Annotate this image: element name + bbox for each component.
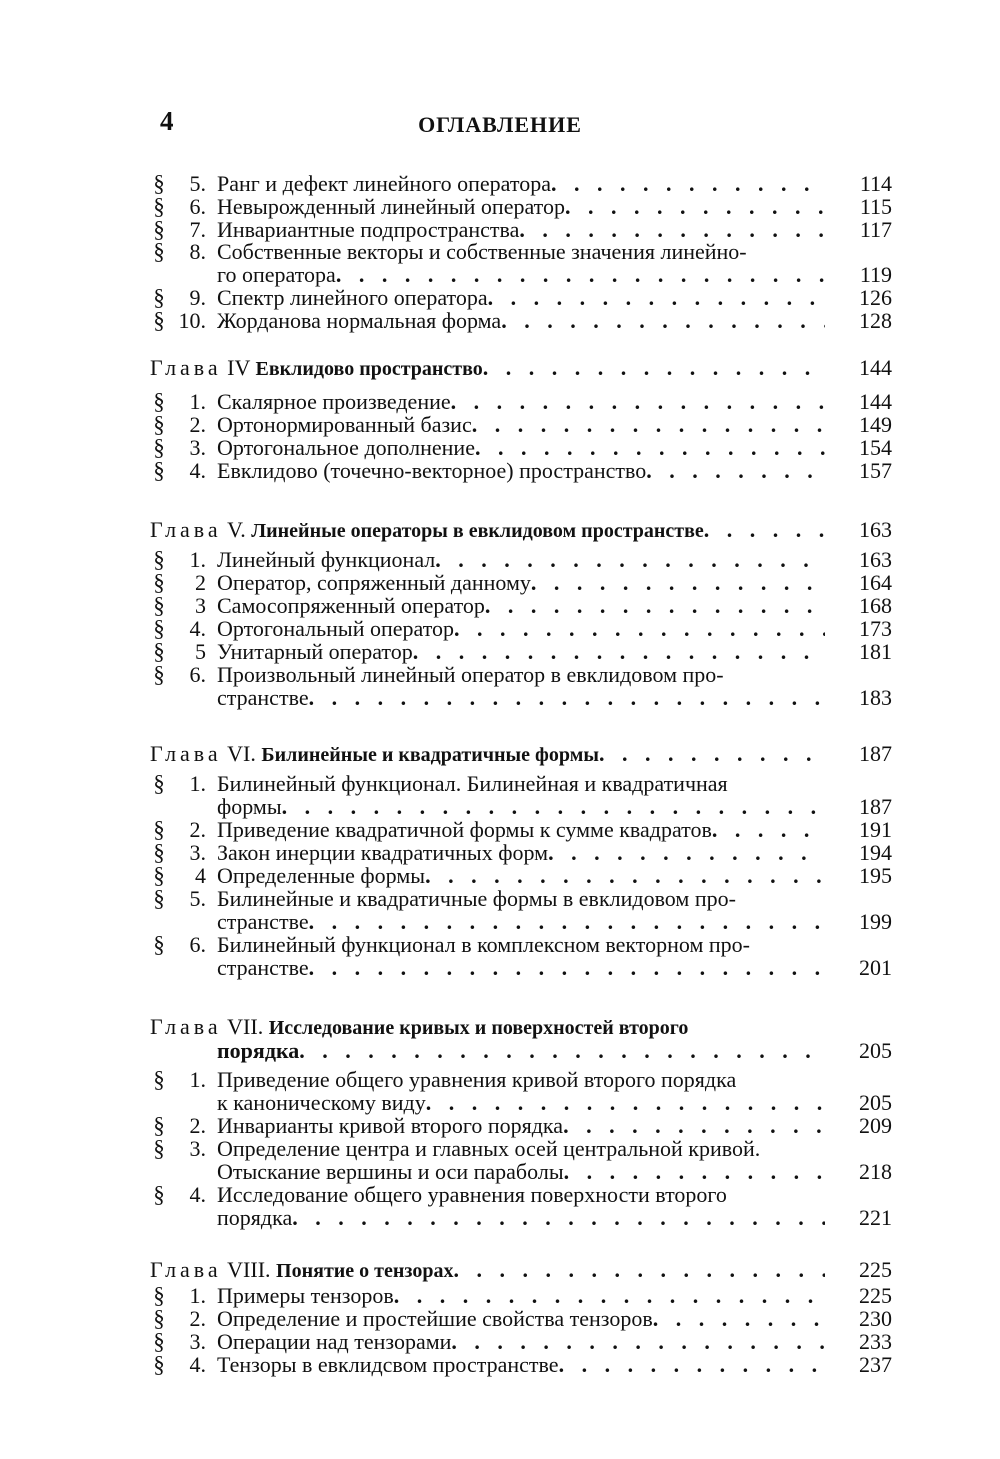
- dot-leader: [501, 308, 825, 334]
- section-title: Самосопряженный оператор: [217, 593, 485, 618]
- dot-leader: [646, 458, 825, 484]
- section-title: Билинейный функционал. Билинейная и квадратичная: [217, 771, 728, 796]
- section-title-continued: странстве: [217, 955, 309, 980]
- section-title: Оператор, сопряженный данному: [217, 570, 531, 595]
- section-title: Примеры тензоров: [217, 1283, 394, 1308]
- chapter-title-continued: порядка: [217, 1038, 300, 1063]
- section-title: Ортогональный оператор: [217, 616, 455, 641]
- dot-leader: [292, 1205, 825, 1231]
- section-number: 1.: [189, 389, 206, 414]
- section-title: Исследование общего уравнения поверхности второго: [217, 1182, 727, 1207]
- section-title-continued-line: [217, 955, 825, 981]
- section-number: 2.: [189, 1306, 206, 1331]
- section-mark: §: [153, 285, 165, 310]
- section-page: 154: [859, 435, 892, 460]
- section-page: 114: [859, 171, 892, 196]
- section-title: Линейный функционал: [217, 547, 436, 572]
- section-number: 1.: [189, 771, 206, 796]
- chapter-number: VI.: [221, 741, 262, 766]
- section-number: 4.: [189, 1352, 206, 1377]
- section-title: Скалярное произведение: [217, 389, 451, 414]
- section-title: Приведение общего уравнения кривой второго порядка: [217, 1067, 737, 1092]
- section-mark: §: [153, 547, 165, 572]
- section-number: 9.: [189, 285, 206, 310]
- section-page: 195: [859, 863, 892, 888]
- section-mark: §: [153, 817, 165, 842]
- section-page: 209: [859, 1113, 892, 1138]
- section-mark: §: [153, 458, 165, 483]
- chapter-word: Глава: [150, 517, 222, 542]
- section-mark: §: [153, 616, 165, 641]
- chapter-heading: [150, 355, 825, 381]
- section-number: 1.: [189, 1067, 206, 1092]
- section-mark: §: [153, 1329, 165, 1354]
- section-mark: §: [153, 1136, 165, 1161]
- section-title: Невырожденный линейный оператор: [217, 194, 565, 219]
- section-number: 2.: [189, 412, 206, 437]
- section-page: 233: [859, 1329, 892, 1354]
- section-title-line: [217, 458, 825, 484]
- chapter-page: 225: [859, 1257, 892, 1282]
- section-mark: §: [153, 1182, 165, 1207]
- dot-leader: [309, 955, 825, 981]
- section-number: 3.: [189, 1329, 206, 1354]
- section-title-continued: к каноническому виду: [217, 1090, 426, 1115]
- section-mark: §: [153, 771, 165, 796]
- section-title-continued: формы: [217, 794, 282, 819]
- section-page: 128: [859, 308, 892, 333]
- section-title: Ортонормированный базис: [217, 412, 472, 437]
- section-number: 4.: [189, 616, 206, 641]
- chapter-heading: [150, 517, 825, 543]
- section-page: 126: [859, 285, 892, 310]
- chapter-title: Билинейные и квадратичные формы: [261, 744, 599, 766]
- section-mark: §: [153, 389, 165, 414]
- page-number: 4: [160, 106, 174, 136]
- dot-leader: [483, 355, 825, 381]
- section-page: 183: [859, 685, 892, 710]
- section-mark: §: [153, 1067, 165, 1092]
- chapter-number: V.: [221, 517, 252, 542]
- dot-leader: [704, 517, 825, 543]
- section-title: Спектр линейного оператора: [217, 285, 488, 310]
- section-mark: §: [153, 593, 165, 618]
- section-title: Определенные формы: [217, 863, 426, 888]
- section-number: 3.: [189, 1136, 206, 1161]
- section-mark: §: [153, 840, 165, 865]
- section-page: 163: [859, 547, 892, 572]
- section-page: 187: [859, 794, 892, 819]
- section-title: Тензоры в евклидсвом пространстве: [217, 1352, 559, 1377]
- section-page: 181: [859, 639, 892, 664]
- section-page: 201: [859, 955, 892, 980]
- section-title-continued: странстве: [217, 909, 309, 934]
- section-mark: §: [153, 194, 165, 219]
- section-title: Определение центра и главных осей центральной кривой.: [217, 1136, 761, 1161]
- section-mark: §: [153, 1283, 165, 1308]
- section-page: 168: [859, 593, 892, 618]
- chapter-title-continued-line: [217, 1038, 825, 1064]
- section-title-continued-line: [217, 685, 825, 711]
- section-page: 144: [859, 389, 892, 414]
- dot-leader: [453, 1257, 825, 1283]
- section-title-continued-line: [217, 1205, 825, 1231]
- section-mark: §: [153, 412, 165, 437]
- section-number: 5.: [189, 886, 206, 911]
- running-title: ОГЛАВЛЕНИЕ: [418, 112, 582, 137]
- section-number: 3.: [189, 840, 206, 865]
- section-mark: §: [153, 570, 165, 595]
- section-mark: §: [153, 308, 165, 333]
- section-title-continued: Отыскание вершины и оси параболы: [217, 1159, 564, 1184]
- section-number: 5.: [189, 171, 206, 196]
- section-title-line: [217, 308, 825, 334]
- section-page: 117: [859, 217, 892, 242]
- chapter-number: IV: [221, 355, 256, 380]
- dot-leader: [559, 1352, 825, 1378]
- section-number: 5: [195, 639, 206, 664]
- section-page: 149: [859, 412, 892, 437]
- chapter-word: Глава: [150, 1014, 222, 1039]
- section-number: 4.: [189, 1182, 206, 1207]
- section-title: Инвариантные подпространства: [217, 217, 520, 242]
- chapter-heading: [150, 1014, 825, 1040]
- section-number: 1.: [189, 547, 206, 572]
- section-page: 164: [859, 570, 892, 595]
- section-title: Приведение квадратичной формы к сумме квадратов: [217, 817, 712, 842]
- section-mark: §: [153, 1352, 165, 1377]
- section-number: 4: [195, 863, 206, 888]
- dot-leader: [299, 1038, 825, 1064]
- section-number: 3: [195, 593, 206, 618]
- section-title: Евклидово (точечно-векторное) пространство: [217, 458, 647, 483]
- chapter-number: VII.: [221, 1014, 269, 1039]
- section-number: 2.: [189, 1113, 206, 1138]
- section-number: 6.: [189, 662, 206, 687]
- section-number: 4.: [189, 458, 206, 483]
- section-mark: §: [153, 171, 165, 196]
- section-mark: §: [153, 1306, 165, 1331]
- page-header: [0, 106, 1000, 142]
- section-mark: §: [153, 1113, 165, 1138]
- section-title-line: [217, 1352, 825, 1378]
- section-title: Билинейные и квадратичные формы в евклидовом про-: [217, 886, 736, 911]
- chapter-page: 144: [859, 355, 892, 380]
- section-number: 2: [195, 570, 206, 595]
- section-number: 7.: [189, 217, 206, 242]
- section-title: Закон инерции квадратичных форм: [217, 840, 549, 865]
- chapter-number: VIII.: [221, 1257, 277, 1282]
- dot-leader: [599, 741, 825, 767]
- section-title: Унитарный оператор: [217, 639, 413, 664]
- section-number: 10.: [178, 308, 206, 333]
- section-page: 115: [859, 194, 892, 219]
- chapter-title: Евклидово пространство: [255, 358, 483, 380]
- section-title: Билинейный функционал в комплексном векторном про-: [217, 932, 751, 957]
- section-title-continued: го оператора: [217, 262, 336, 287]
- section-title: Собственные векторы и собственные значения линейно-: [217, 239, 747, 264]
- chapter-title: Исследование кривых и поверхностей второго: [268, 1017, 689, 1039]
- chapter-page: 163: [859, 517, 892, 542]
- chapter-page: 187: [859, 741, 892, 766]
- section-title: Жорданова нормальная форма: [217, 308, 502, 333]
- section-page: 205: [859, 1090, 892, 1115]
- section-page: 218: [859, 1159, 892, 1184]
- section-number: 8.: [189, 239, 206, 264]
- section-title: Определение и простейшие свойства тензоров: [217, 1306, 653, 1331]
- section-mark: §: [153, 639, 165, 664]
- chapter-page: 205: [859, 1038, 892, 1063]
- section-page: 194: [859, 840, 892, 865]
- section-number: 6.: [189, 932, 206, 957]
- section-number: 2.: [189, 817, 206, 842]
- section-title: Ортогональное дополнение: [217, 435, 475, 460]
- section-mark: §: [153, 662, 165, 687]
- section-number: 6.: [189, 194, 206, 219]
- chapter-heading: [150, 1257, 825, 1283]
- section-page: 221: [859, 1205, 892, 1230]
- section-page: 191: [859, 817, 892, 842]
- section-number: 1.: [189, 1283, 206, 1308]
- section-page: 199: [859, 909, 892, 934]
- chapter-word: Глава: [150, 355, 222, 380]
- chapter-word: Глава: [150, 1257, 222, 1282]
- section-mark: §: [153, 435, 165, 460]
- section-title-continued: странстве: [217, 685, 309, 710]
- section-page: 157: [859, 458, 892, 483]
- section-number: 3.: [189, 435, 206, 460]
- section-mark: §: [153, 217, 165, 242]
- section-title: Произвольный линейный оператор в евклидовом про-: [217, 662, 724, 687]
- section-page: 119: [859, 262, 892, 287]
- section-page: 173: [859, 616, 892, 641]
- chapter-title: Понятие о тензорах: [276, 1260, 454, 1282]
- section-title: Ранг и дефект линейного оператора: [217, 171, 551, 196]
- section-title: Операции над тензорами: [217, 1329, 452, 1354]
- section-page: 230: [859, 1306, 892, 1331]
- chapter-heading: [150, 741, 825, 767]
- section-title: Инварианты кривой второго порядка: [217, 1113, 564, 1138]
- section-page: 225: [859, 1283, 892, 1308]
- chapter-title: Линейные операторы в евклидовом пространстве: [251, 520, 704, 542]
- section-page: 237: [859, 1352, 892, 1377]
- section-mark: §: [153, 239, 165, 264]
- section-mark: §: [153, 863, 165, 888]
- section-mark: §: [153, 886, 165, 911]
- section-mark: §: [153, 932, 165, 957]
- chapter-word: Глава: [150, 741, 222, 766]
- dot-leader: [309, 685, 825, 711]
- section-title-continued: порядка: [217, 1205, 293, 1230]
